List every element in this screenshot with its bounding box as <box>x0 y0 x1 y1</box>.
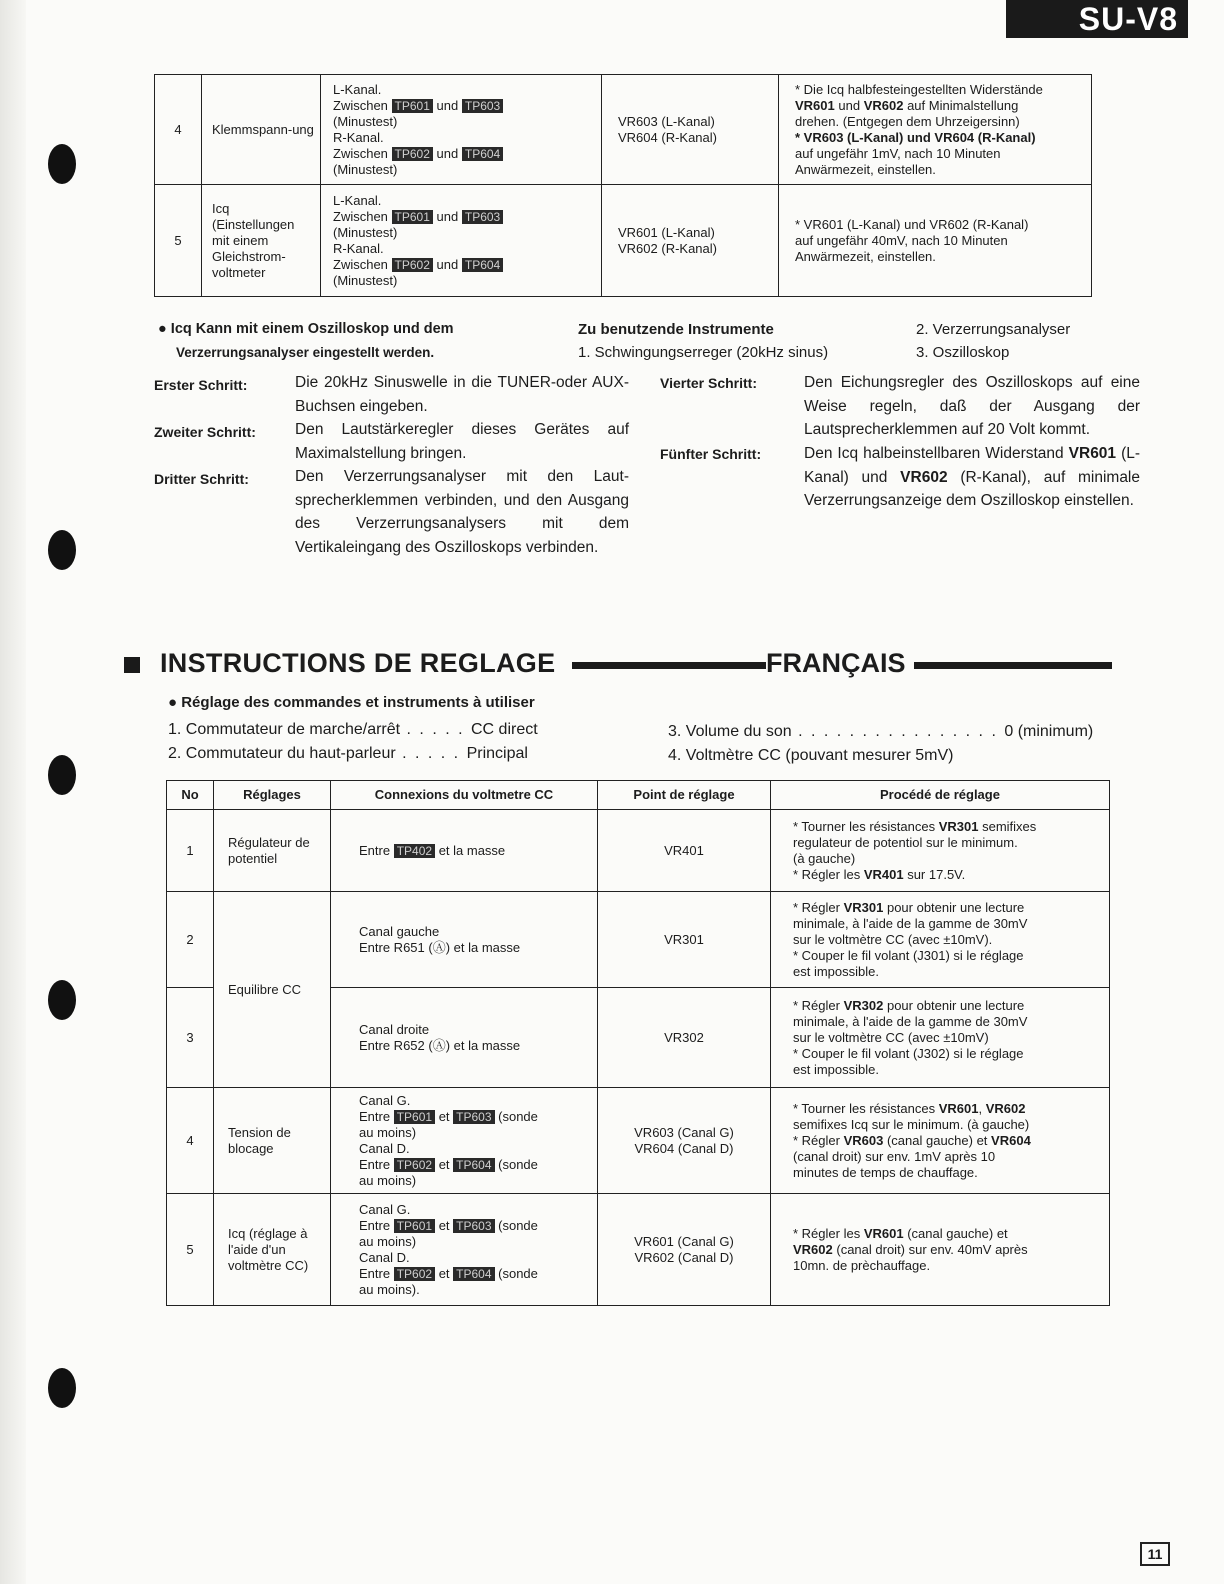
row-number: 4 <box>167 1088 214 1194</box>
test-point: TP602 <box>394 1267 435 1281</box>
german-adjustment-table <box>154 74 1092 297</box>
instrument-list-fr: 1. Commutateur de marche/arrêt . . . . . CC direct 2. Commutateur du haut-parleur . . . . . Principal <box>168 721 538 762</box>
column-header: No <box>167 781 214 810</box>
adjust-point: VR603 (Canal G) VR604 (Canal D) <box>598 1088 771 1194</box>
icq-note: ● Icq Kann mit einem Oszilloskop und dem Verzerrungsanalyser eingestellt werden. <box>158 321 454 360</box>
adjust-point: VR301 <box>598 892 771 988</box>
section-bullet-icon <box>124 657 140 673</box>
binder-hole <box>48 1368 76 1408</box>
test-point: TP604 <box>462 258 503 272</box>
test-point: TP402 <box>394 844 435 858</box>
french-adjustment-table <box>166 780 1110 1306</box>
setting-name: Icq (réglage à l'aide d'un voltmètre CC) <box>214 1194 331 1306</box>
row-number: 5 <box>167 1194 214 1306</box>
binder-hole <box>48 755 76 795</box>
test-point: TP601 <box>394 1110 435 1124</box>
subtitle: ● Réglage des commandes et instruments à utiliser <box>168 694 535 711</box>
connection-cell: L-Kanal. Zwischen TP601 und TP603 (Minustest) R-Kanal. Zwischen TP602 und TP604 (Minustest) <box>321 75 602 185</box>
binder-hole <box>48 530 76 570</box>
test-point: TP602 <box>392 258 433 272</box>
setting-name: Klemmspann-ung <box>202 75 321 185</box>
row-number: 1 <box>167 810 214 892</box>
binder-hole <box>48 144 76 184</box>
instrument-list-2: 2. Verzerrungsanalyser 3. Oszilloskop <box>916 321 1071 361</box>
table-row <box>155 185 1092 297</box>
test-point: TP602 <box>392 147 433 161</box>
section-title: INSTRUCTIONS DE REGLAGE <box>160 648 556 678</box>
test-point: TP601 <box>392 99 433 113</box>
row-number: 4 <box>155 75 202 185</box>
step-label: Fünfter Schritt: <box>660 446 762 462</box>
connection-cell: Canal droite Entre R652 (Ⓐ) et la masse <box>331 988 598 1088</box>
table-row <box>167 810 1110 892</box>
adjust-point: VR401 <box>598 810 771 892</box>
connection-cell: L-Kanal. Zwischen TP601 und TP603 (Minustest) R-Kanal. Zwischen TP602 und TP604 (Minustest) <box>321 185 602 297</box>
test-point: TP601 <box>392 210 433 224</box>
procedure-cell: * Tourner les résistances VR601, VR602 semifixes Icq sur le minimum. (à gauche) * Régler VR603 (canal gauche) et VR604 (canal droit) sur env. 1mV après 10 minutes de temps de chauffage. <box>771 1088 1110 1194</box>
connection-cell: Canal G. Entre TP601 et TP603 (sonde au moins) Canal D. Entre TP602 et TP604 (sonde au moins). <box>331 1194 598 1306</box>
row-number: 5 <box>155 185 202 297</box>
table-row <box>167 892 1110 988</box>
test-point: TP603 <box>453 1110 494 1124</box>
language-label: FRANÇAIS <box>766 648 906 678</box>
test-point: TP602 <box>394 1158 435 1172</box>
page-number: 11 <box>1140 1542 1170 1566</box>
setting-name: Icq (Einstellungen mit einem Gleichstrom- voltmeter <box>202 185 321 297</box>
step-text: Die 20kHz Sinuswelle in die TUNER-oder AUX-Buchsen eingeben. <box>295 374 629 415</box>
procedure-cell: * Tourner les résistances VR301 semifixes regulateur de potentiol sur le minimum. (à gauche) * Régler les VR401 sur 17.5V. <box>771 810 1110 892</box>
step-label: Zweiter Schritt: <box>154 424 256 440</box>
step-text: Den Verzerrungsanalyser mit den Laut-sprecherklemmen verbinden, und den Ausgang des Verzerrungsanalysers mit dem Vertikaleingang des Oszilloskops verbinden. <box>295 468 629 556</box>
adjust-point: VR601 (Canal G) VR602 (Canal D) <box>598 1194 771 1306</box>
adjust-point: VR603 (L-Kanal) VR604 (R-Kanal) <box>602 75 779 185</box>
connection-cell: Entre TP402 et la masse <box>331 810 598 892</box>
table-row <box>167 1194 1110 1306</box>
row-number: 3 <box>167 988 214 1088</box>
table-row <box>167 1088 1110 1194</box>
adjust-point: VR601 (L-Kanal) VR602 (R-Kanal) <box>602 185 779 297</box>
step-label: Dritter Schritt: <box>154 471 249 487</box>
connection-cell: Canal gauche Entre R651 (Ⓐ) et la masse <box>331 892 598 988</box>
procedure-cell: * Régler les VR601 (canal gauche) et VR602 (canal droit) sur env. 40mV après 10mn. de prèchauffage. <box>771 1194 1110 1306</box>
procedure-cell: * Régler VR301 pour obtenir une lecture minimale, à l'aide de la gamme de 30mV sur le voltmètre CC (avec ±10mV). * Couper le fil volant (J301) si le réglage est impossible. <box>771 892 1110 988</box>
setting-name: Tension de blocage <box>214 1088 331 1194</box>
row-number: 2 <box>167 892 214 988</box>
step-text: Den Lautstärkeregler dieses Gerätes auf Maximalstellung bringen. <box>295 421 629 462</box>
step-label: Erster Schritt: <box>154 377 248 393</box>
column-header: Procédé de réglage <box>771 781 1110 810</box>
procedure-cell: * VR601 (L-Kanal) und VR602 (R-Kanal) auf ungefähr 40mV, nach 10 Minuten Anwärmezeit, einstellen. <box>779 185 1092 297</box>
connection-cell: Canal G. Entre TP601 et TP603 (sonde au moins) Canal D. Entre TP602 et TP604 (sonde au moins) <box>331 1088 598 1194</box>
instrument-list: Zu benutzende Instrumente 1. Schwingungserreger (20kHz sinus) <box>578 321 829 361</box>
step-text: Den Icq halbeinstellbaren Widerstand VR601 (L-Kanal) und VR602 (R-Kanal), auf minimale Verzerrungsanzeige dem Oszilloskop einstellen. <box>804 445 1141 509</box>
instrument-list-fr-2: 3. Volume du son . . . . . . . . . . . . . . . . 0 (minimum) 4. Voltmètre CC (pouvant mesurer 5mV) <box>668 723 1094 764</box>
procedure-cell: * Régler VR302 pour obtenir une lecture minimale, à l'aide de la gamme de 30mV sur le voltmètre CC (avec ±10mV) * Couper le fil volant (J302) si le réglage est impossible. <box>771 988 1110 1088</box>
page-left-edge <box>0 0 26 1584</box>
test-point: TP603 <box>462 99 503 113</box>
setting-name: Régulateur de potentiel <box>214 810 331 892</box>
table-header <box>167 781 1110 810</box>
adjust-point: VR302 <box>598 988 771 1088</box>
title-rule <box>572 662 766 669</box>
column-header: Point de réglage <box>598 781 771 810</box>
test-point: TP601 <box>394 1219 435 1233</box>
column-header: Connexions du voltmetre CC <box>331 781 598 810</box>
test-point: TP603 <box>462 210 503 224</box>
procedure-cell: * Die Icq halbfesteingestellten Widerstände VR601 und VR602 auf Minimalstellung drehen. (Entgegen dem Uhrzeigersinn) * VR603 (L-Kanal) und VR604 (R-Kanal) auf ungefähr 1mV, nach 10 Minuten Anwärmezeit, einstellen. <box>779 75 1092 185</box>
test-point: TP604 <box>462 147 503 161</box>
table-row <box>155 75 1092 185</box>
title-rule <box>914 662 1112 669</box>
binder-hole <box>48 980 76 1020</box>
step-label: Vierter Schritt: <box>660 375 757 391</box>
column-header: Réglages <box>214 781 331 810</box>
test-point: TP604 <box>453 1158 494 1172</box>
test-point: TP603 <box>453 1219 494 1233</box>
setting-name: Equilibre CC <box>214 892 331 1088</box>
step-text: Den Eichungsregler des Oszilloskops auf eine Weise regeln, daß der Ausgang der Lautsprecherklemmen auf 20 Volt kommt. <box>804 374 1140 438</box>
test-point: TP604 <box>453 1267 494 1281</box>
model-label: SU-V8 <box>1006 0 1188 38</box>
